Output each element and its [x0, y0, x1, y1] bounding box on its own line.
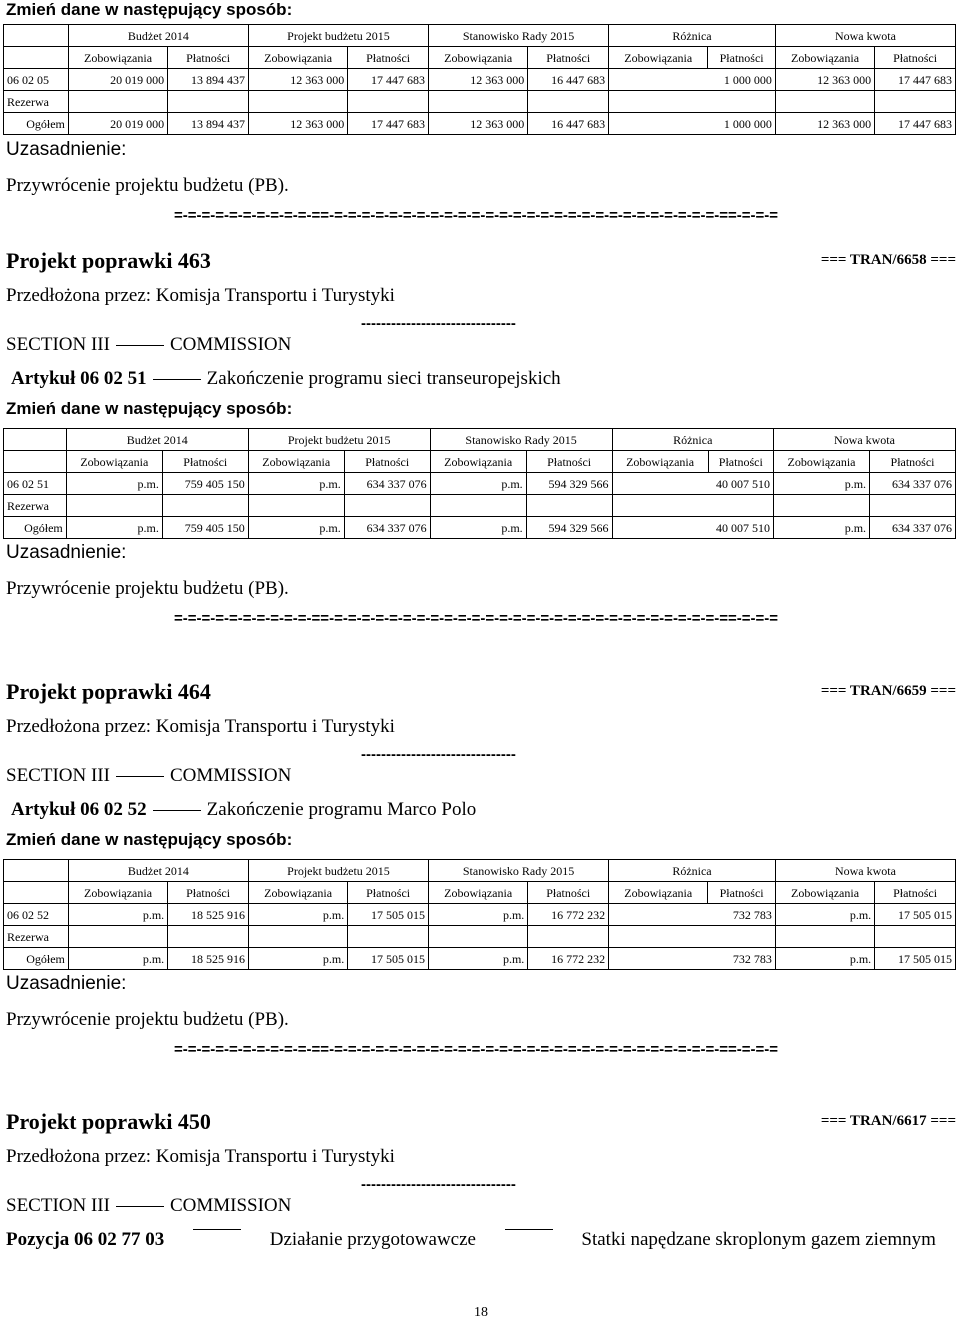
- sub-col: Płatności: [708, 451, 773, 473]
- article-number: Artykuł 06 02 51: [11, 368, 147, 389]
- position-number: Pozycja 06 02 77 03: [6, 1229, 165, 1250]
- table-cell: [68, 926, 167, 948]
- sub-col: Zobowiązania: [430, 451, 526, 473]
- table-cell: [609, 91, 776, 113]
- row-label: 06 02 05: [4, 69, 69, 91]
- sub-col: Płatności: [348, 882, 429, 904]
- sub-col: Zobowiązania: [248, 451, 344, 473]
- row-label: Ogółem: [4, 948, 69, 970]
- section-line: [6, 1195, 956, 1217]
- table-cell: 12 363 000: [775, 113, 874, 135]
- sub-col: Płatności: [528, 47, 609, 69]
- table-cell: p.m.: [773, 473, 869, 495]
- sub-col: Zobowiązania: [68, 882, 167, 904]
- table-cell: p.m.: [248, 904, 347, 926]
- table-header-groups: [4, 25, 956, 47]
- col-group: Nowa kwota: [775, 25, 955, 47]
- table-cell: p.m.: [773, 517, 869, 539]
- table-row: [4, 948, 956, 970]
- section-line: [6, 765, 956, 787]
- justification-text: Przywrócenie projektu budżetu (PB).: [6, 578, 289, 599]
- table-cell: p.m.: [68, 904, 167, 926]
- table-cell: 17 505 015: [348, 948, 429, 970]
- col-group: Projekt budżetu 2015: [248, 429, 430, 451]
- table-body: [4, 904, 956, 970]
- change-heading: Zmień dane w następujący sposób:: [6, 830, 293, 849]
- page-number: 18: [474, 1305, 488, 1320]
- sub-col: Zobowiązania: [775, 47, 874, 69]
- dash-line: -------------------------------: [361, 1176, 516, 1193]
- table-cell: p.m.: [66, 473, 162, 495]
- table-cell: [528, 91, 609, 113]
- budget-table: [3, 859, 956, 970]
- change-heading: Zmień dane w następujący sposób:: [6, 0, 293, 19]
- col-group: Projekt budżetu 2015: [248, 860, 428, 882]
- table-cell: p.m.: [68, 948, 167, 970]
- submitted-by: Przedłożona przez: Komisja Transportu i Turystyki: [6, 285, 395, 306]
- col-group: Projekt budżetu 2015: [248, 25, 428, 47]
- table-cell: 17 447 683: [348, 113, 429, 135]
- sub-col: Płatności: [344, 451, 430, 473]
- row-label: Ogółem: [4, 517, 67, 539]
- amendment-title: Projekt poprawki 464: [6, 679, 211, 704]
- table-cell: 17 447 683: [348, 69, 429, 91]
- justification-text: Przywrócenie projektu budżetu (PB).: [6, 1009, 289, 1030]
- change-heading: Zmień dane w następujący sposób:: [6, 399, 293, 418]
- table-cell: [348, 926, 429, 948]
- table-cell: 12 363 000: [248, 69, 347, 91]
- separator: =-=-=-=-=-=-=-=-=-=-==-=-=-=-=-=-=-=-=-=-=-=-=-=-=-=-=-=-=-=-=-=-=-=-=-=-=-=-=-==-=-=-=: [174, 207, 778, 224]
- table-cell: p.m.: [430, 473, 526, 495]
- table-row: [4, 904, 956, 926]
- table-cell: 732 783: [609, 904, 776, 926]
- table-cell: 594 329 566: [526, 517, 612, 539]
- col-group: Nowa kwota: [773, 429, 955, 451]
- table-cell: 759 405 150: [162, 473, 248, 495]
- table-cell: 17 447 683: [875, 69, 956, 91]
- table-row: [4, 473, 956, 495]
- sub-col: Płatności: [526, 451, 612, 473]
- table-cell: p.m.: [775, 904, 874, 926]
- table-cell: 17 505 015: [875, 948, 956, 970]
- tran-ref: === TRAN/6658 ===: [820, 252, 956, 268]
- table-row: [4, 69, 956, 91]
- table-cell: p.m.: [430, 517, 526, 539]
- table-cell: 16 447 683: [528, 113, 609, 135]
- sub-col: Płatności: [870, 451, 956, 473]
- justification-label: Uzasadnienie:: [6, 542, 127, 563]
- commission-label: COMMISSION: [169, 765, 292, 786]
- table-cell: 634 337 076: [344, 473, 430, 495]
- section-line: [6, 334, 956, 356]
- amendment-prev-block: [6, 0, 956, 224]
- table-cell: [429, 926, 528, 948]
- sub-col: Płatności: [708, 47, 776, 69]
- section-label: SECTION III: [6, 334, 110, 355]
- col-group: Różnica: [609, 860, 776, 882]
- table-cell: 13 894 437: [168, 113, 249, 135]
- table-cell: 20 019 000: [68, 69, 167, 91]
- table-cell: 18 525 916: [168, 904, 249, 926]
- col-group: Stanowisko Rady 2015: [429, 25, 609, 47]
- tran-ref: === TRAN/6617 ===: [820, 1113, 956, 1129]
- article-title: Zakończenie programu sieci transeuropejskich: [206, 368, 561, 389]
- table-cell: p.m.: [775, 948, 874, 970]
- table-row: [4, 926, 956, 948]
- table-cell: [775, 91, 874, 113]
- table-cell: 13 894 437: [168, 69, 249, 91]
- row-label: Rezerwa: [4, 495, 67, 517]
- table-cell: [168, 91, 249, 113]
- table-cell: p.m.: [429, 948, 528, 970]
- table-cell: 1 000 000: [609, 113, 776, 135]
- table-cell: 17 505 015: [875, 904, 956, 926]
- table-cell: 18 525 916: [168, 948, 249, 970]
- table-cell: [248, 495, 344, 517]
- sub-col: Płatności: [168, 882, 249, 904]
- table-cell: 759 405 150: [162, 517, 248, 539]
- row-label: Rezerwa: [4, 926, 69, 948]
- amendment-title: Projekt poprawki 450: [6, 1109, 211, 1134]
- position-tail: Statki napędzane skroplonym gazem ziemnym: [581, 1229, 936, 1250]
- tran-ref: === TRAN/6659 ===: [820, 683, 956, 699]
- table-cell: [612, 495, 773, 517]
- position-line: [6, 1229, 936, 1251]
- table-cell: [168, 926, 249, 948]
- table-row: [4, 91, 956, 113]
- sub-col: Zobowiązania: [609, 882, 708, 904]
- sub-col: Płatności: [168, 47, 249, 69]
- row-label: Ogółem: [4, 113, 69, 135]
- table-cell: 40 007 510: [612, 517, 773, 539]
- table-cell: [430, 495, 526, 517]
- article-title: Zakończenie programu Marco Polo: [206, 799, 477, 820]
- table-cell: [526, 495, 612, 517]
- table-row: [4, 517, 956, 539]
- table-cell: [875, 926, 956, 948]
- article-line: [11, 799, 956, 821]
- table-body: [4, 473, 956, 539]
- commission-label: COMMISSION: [169, 334, 292, 355]
- commission-label: COMMISSION: [169, 1195, 292, 1216]
- col-group: Nowa kwota: [775, 860, 955, 882]
- separator: =-=-=-=-=-=-=-=-=-=-==-=-=-=-=-=-=-=-=-=-=-=-=-=-=-=-=-=-=-=-=-=-=-=-=-=-=-=-=-==-=-=-=: [174, 1041, 778, 1058]
- table-cell: [348, 91, 429, 113]
- table-cell: 12 363 000: [429, 69, 528, 91]
- justification-label: Uzasadnienie:: [6, 973, 127, 994]
- table-cell: [429, 91, 528, 113]
- amendment-450: [6, 1109, 956, 1251]
- budget-table: [3, 428, 956, 539]
- table-cell: [68, 91, 167, 113]
- article-number: Artykuł 06 02 52: [11, 799, 147, 820]
- separator: =-=-=-=-=-=-=-=-=-=-==-=-=-=-=-=-=-=-=-=-=-=-=-=-=-=-=-=-=-=-=-=-=-=-=-=-=-=-=-==-=-=-=: [174, 610, 778, 627]
- dash-line: -------------------------------: [361, 315, 516, 332]
- table-cell: [162, 495, 248, 517]
- row-label: Rezerwa: [4, 91, 69, 113]
- sub-col: Zobowiązania: [609, 47, 708, 69]
- table-cell: 634 337 076: [344, 517, 430, 539]
- table-cell: 20 019 000: [68, 113, 167, 135]
- table-cell: p.m.: [248, 517, 344, 539]
- table-cell: 17 447 683: [875, 113, 956, 135]
- submitted-by: Przedłożona przez: Komisja Transportu i Turystyki: [6, 716, 395, 737]
- justification-text: Przywrócenie projektu budżetu (PB).: [6, 175, 289, 196]
- table-cell: 634 337 076: [870, 473, 956, 495]
- sub-col: Zobowiązania: [68, 47, 167, 69]
- table-cell: 17 505 015: [348, 904, 429, 926]
- sub-col: Płatności: [162, 451, 248, 473]
- sub-col: Zobowiązania: [775, 882, 874, 904]
- sub-col: Zobowiązania: [612, 451, 708, 473]
- section-label: SECTION III: [6, 1195, 110, 1216]
- sub-col: Zobowiązania: [429, 47, 528, 69]
- table-cell: [775, 926, 874, 948]
- table-cell: 12 363 000: [775, 69, 874, 91]
- table-cell: [248, 91, 347, 113]
- table-cell: 12 363 000: [248, 113, 347, 135]
- table-cell: 16 772 232: [528, 948, 609, 970]
- position-title: Działanie przygotowawcze: [269, 1229, 476, 1250]
- col-group: Budżet 2014: [68, 860, 248, 882]
- table-cell: 1 000 000: [609, 69, 776, 91]
- row-label: 06 02 52: [4, 904, 69, 926]
- amendment-464: [6, 679, 956, 1058]
- row-label: 06 02 51: [4, 473, 67, 495]
- table-cell: [609, 926, 776, 948]
- sub-col: Płatności: [528, 882, 609, 904]
- table-cell: 16 447 683: [528, 69, 609, 91]
- sub-col: Płatności: [708, 882, 776, 904]
- col-group: Różnica: [609, 25, 776, 47]
- sub-col: Zobowiązania: [429, 882, 528, 904]
- section-label: SECTION III: [6, 765, 110, 786]
- dash-line: -------------------------------: [361, 746, 516, 763]
- table-body: [4, 69, 956, 135]
- article-line: [11, 368, 956, 390]
- table-cell: 12 363 000: [429, 113, 528, 135]
- table-cell: 634 337 076: [870, 517, 956, 539]
- col-group: Stanowisko Rady 2015: [429, 860, 609, 882]
- table-cell: p.m.: [66, 517, 162, 539]
- justification-label: Uzasadnienie:: [6, 139, 127, 160]
- sub-col: Płatności: [875, 47, 956, 69]
- amendment-title: Projekt poprawki 463: [6, 248, 211, 273]
- col-group: Budżet 2014: [68, 25, 248, 47]
- sub-col: Płatności: [348, 47, 429, 69]
- table-cell: [66, 495, 162, 517]
- col-group: Różnica: [612, 429, 773, 451]
- table-cell: [248, 926, 347, 948]
- sub-col: Zobowiązania: [248, 47, 347, 69]
- table-row: [4, 113, 956, 135]
- table-cell: [870, 495, 956, 517]
- col-group: Budżet 2014: [66, 429, 248, 451]
- table-cell: p.m.: [429, 904, 528, 926]
- table-cell: 732 783: [609, 948, 776, 970]
- sub-col: Zobowiązania: [248, 882, 347, 904]
- sub-col: Zobowiązania: [773, 451, 869, 473]
- col-group: Stanowisko Rady 2015: [430, 429, 612, 451]
- table-cell: [875, 91, 956, 113]
- budget-table: [3, 24, 956, 135]
- table-cell: [344, 495, 430, 517]
- table-header-subcols: [4, 47, 956, 69]
- sub-col: Zobowiązania: [66, 451, 162, 473]
- table-cell: 594 329 566: [526, 473, 612, 495]
- amendment-463: [6, 248, 956, 627]
- table-row: [4, 495, 956, 517]
- table-cell: 40 007 510: [612, 473, 773, 495]
- submitted-by: Przedłożona przez: Komisja Transportu i Turystyki: [6, 1146, 395, 1167]
- sub-col: Płatności: [875, 882, 956, 904]
- table-cell: 16 772 232: [528, 904, 609, 926]
- table-cell: [528, 926, 609, 948]
- table-cell: [773, 495, 869, 517]
- table-cell: p.m.: [248, 473, 344, 495]
- table-cell: p.m.: [248, 948, 347, 970]
